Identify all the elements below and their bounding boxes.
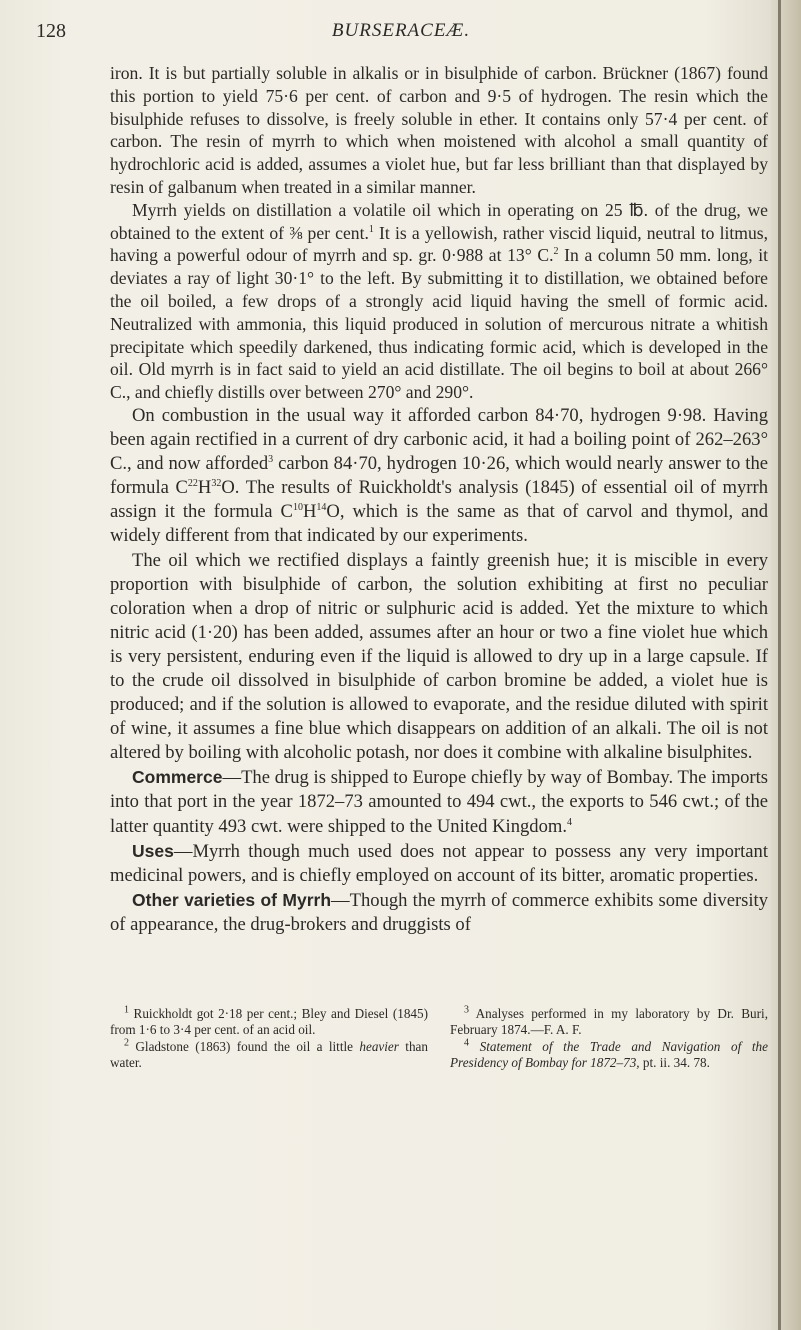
footnotes-left — [110, 1006, 428, 1072]
commerce-heading: Commerce — [132, 767, 223, 788]
paragraph-commerce: Commerce—The drug is shipped to Europe chiefly by way of Bombay. The imports into that port in the year 1872–73 amounted to 494 cwt., the exports to 546 cwt.; of the latter quantity 493 cwt. were shipped to the United Kingdom.$^4$ — [110, 767, 768, 837]
footnotes — [110, 1006, 768, 1072]
formula-carbon-count: 22 — [187, 478, 198, 490]
paragraph-oil-properties: The oil which we rectified displays a faintly greenish hue; it is miscible in every proportion with bisulphide of carbon, the solution exhibiting at first no peculiar coloration when a drop of nitric or sulphuric acid is added. Yet the mixture to which nitric acid (1·20) has been added, assumes after an hour or two a fine violet hue which is very persistent, enduring even if the liquid is allowed to dry up in a large capsule. If to the crude oil dissolved in bisulphide of carbon bromine be added, a violet hue is produced; and if the solution is allowed to evaporate, and the residue diluted with spirit of wine, it assumes a fine blue which disappears on addition of an alkali. The oil is not altered by boiling with alcoholic potash, nor does it combine with alkaline bisulphites. — [110, 549, 768, 764]
paragraph-uses: Uses—Myrrh though much used does not appear to possess any very important medicinal powers, and is chiefly employed on account of its bitter, aromatic properties. — [110, 840, 768, 886]
footnote-ref-3: 3 — [268, 453, 274, 465]
facing-page-edge — [771, 0, 801, 1330]
formula2-hydrogen-count: 14 — [316, 502, 327, 514]
text-block-top — [110, 62, 768, 404]
text-block-middle — [110, 404, 768, 937]
footnote-3: $^3$ Analyses performed in my laboratory by Dr. Buri, February 1874.—F. A. F. — [450, 1004, 768, 1038]
page-header — [36, 14, 766, 44]
paragraph-other-varieties: Other varieties of Myrrh—Though the myrrh of commerce exhibits some diversity of appearance, the drug-brokers and druggists of — [110, 889, 769, 935]
running-title: BURSERACEÆ. — [331, 20, 471, 41]
paragraph-combustion: On combustion in the usual way it afforded carbon 84·70, hydrogen 9·98. Having been again rectified in a current of dry carbonic acid, it had a boiling point of 262–263° C., and now afforded$^3$ carbon 84·70, hydrogen 10·26, which would nearly answer to the formula $C^{22}H^{32}O$. The results of Ruickholdt's analysis (1845) of essential oil of myrrh assign it the formula $C^{10}H^{14}O$, which is the same as that of carvol and thymol, and widely different from that indicated by our experiments. — [110, 404, 768, 547]
formula-hydrogen-count: 32 — [211, 478, 222, 490]
footnote-2: $^2$ Gladstone (1863) found the oil a little heavier than water. — [110, 1037, 428, 1071]
formula2-carbon-count: 10 — [292, 502, 303, 514]
footnote-ref-2: 2 — [553, 246, 559, 258]
page-gutter-line — [778, 0, 781, 1330]
footnote-ref-1: 1 — [368, 223, 374, 235]
paragraph-volatile-oil: Myrrh yields on distillation a volatile oil which in operating on 25 ℔. of the drug, we obtained to the extent of ⅜ per cent.$^1$ It is a yellowish, rather viscid liquid, neutral to litmus, having a powerful odour of myrrh and sp. gr. 0·988 at 13° C.$^2$ In a column 50 mm. long, it deviates a ray of light 30·1° to the left. By submitting it to distillation, we obtained before the oil boiled, a few drops of a strongly acid liquid having the smell of formic acid. Neutralized with ammonia, this liquid produced in solution of mercurous nitrate a whitish precipitate which speedily darkened, thus indicating formic acid, which is developed in the oil. Old myrrh is in fact said to yield an acid distillate. The oil begins to boil at about 266° C., and chiefly distills over between 270° and 290°. — [110, 199, 769, 403]
main-text — [110, 62, 768, 937]
uses-heading: Uses — [132, 840, 174, 861]
footnote-ref-4: 4 — [567, 816, 572, 828]
page-number: 128 — [36, 20, 66, 42]
footnote-1: $^1$ Ruickholdt got 2·18 per cent.; Bley and Diesel (1845) from 1·6 to 3·4 per cent. of an acid oil. — [110, 1004, 429, 1038]
other-varieties-heading: Other varieties of Myrrh — [132, 889, 332, 910]
footnote-4: $^4$ Statement of the Trade and Navigation of the Presidency of Bombay for 1872–73, pt. ii. 34. 78. — [450, 1037, 768, 1071]
paragraph-resin: iron. It is but partially soluble in alkalis or in bisulphide of carbon. Brückner (1867) found this portion to yield 75·6 per cent. of carbon and 9·5 of hydrogen. The resin which the bisulphide refuses to dissolve, is freely soluble in ether. It contains only 57·4 per cent. of carbon. The resin of myrrh to which when moistened with alcohol a small quantity of hydrochloric acid is added, assumes a violet hue, but far less brilliant than that displayed by resin of galbanum when treated in a similar manner. — [110, 63, 768, 197]
footnotes-right — [450, 1006, 768, 1072]
